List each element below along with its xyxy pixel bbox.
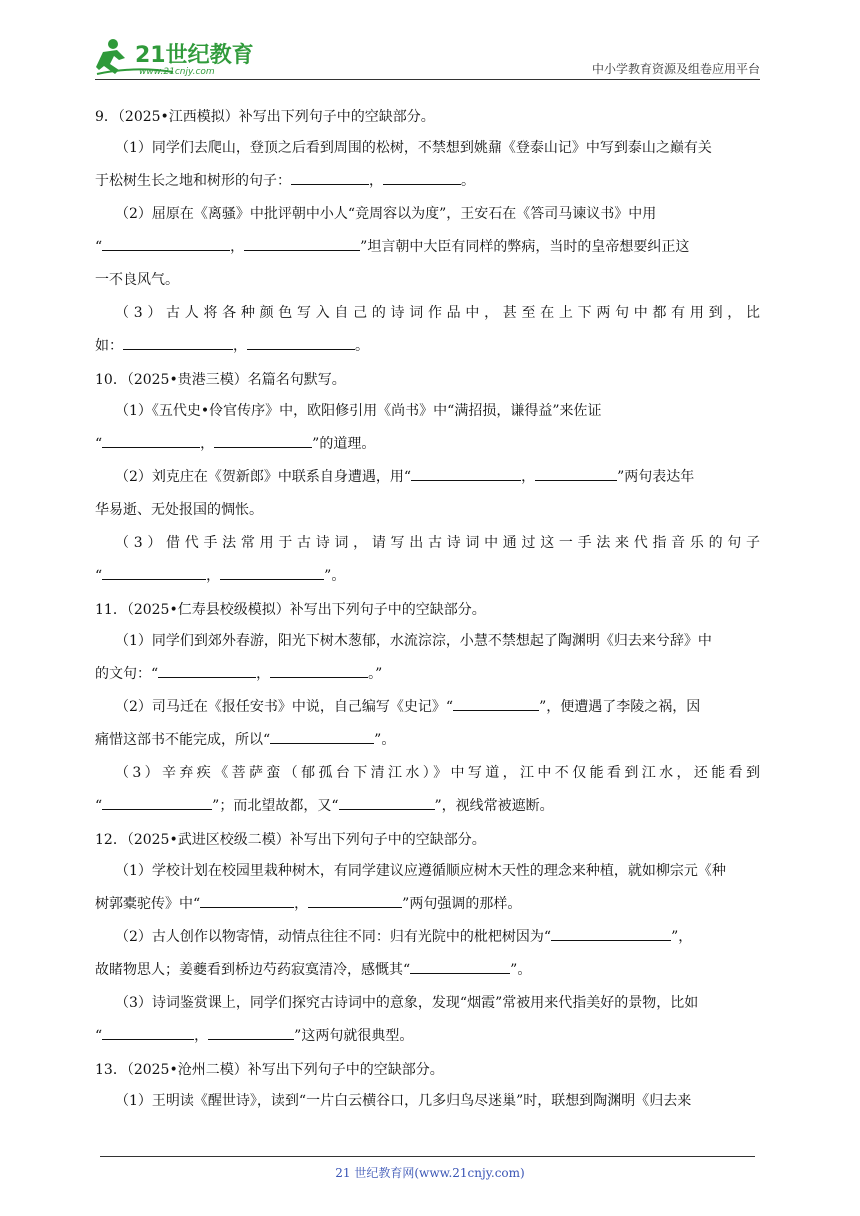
answer-blank[interactable] [247, 335, 355, 350]
question-list [95, 100, 760, 1118]
page-header [95, 36, 760, 78]
question-13 [95, 1055, 760, 1118]
answer-blank[interactable] [102, 795, 212, 810]
question-part: 于松树生长之地和树形的句子： ， 。 [95, 165, 760, 198]
question-part: （1）学校计划在校园里栽种树木，有同学建议应遵循顺应树木天性的理念来种植，就如柳宗元《种 [115, 863, 726, 879]
svg-text:21世纪教育: 21世纪教育 [135, 43, 254, 68]
answer-blank[interactable] [102, 433, 200, 448]
question-part: （1）同学们去爬山，登顶之后看到周围的松树，不禁想到姚鼐《登泰山记》中写到泰山之巅有关 [115, 140, 712, 156]
question-part: 故睹物思人；姜夔看到桥边芍药寂寞清冷，感慨其“ ”。 [95, 954, 760, 987]
question-part: （1）王明读《醒世诗》，读到“一片白云横谷口，几多归鸟尽迷巢”时，联想到陶渊明《归去来 [115, 1093, 692, 1109]
question-title: 11．（2025•仁寿县校级模拟）补写出下列句子中的空缺部分。 [95, 602, 486, 618]
answer-blank[interactable] [270, 663, 368, 678]
logo-21cnjy [95, 36, 255, 78]
question-12 [95, 825, 760, 1053]
question-part: （1）《五代史•伶官传序》中，欧阳修引用《尚书》中“满招损，谦得益”来佐证 [115, 403, 602, 419]
question-part: “ ， ”。 [95, 560, 760, 593]
question-part: 的文句：“ ， 。” [95, 658, 760, 691]
question-part: （3）古人将各种颜色写入自己的诗词作品中，甚至在上下两句中都有用到，比 [115, 305, 760, 321]
svg-text:www.21cnjy.com: www.21cnjy.com [139, 67, 215, 77]
question-part: （2）刘克庄在《贺新郎》中联系自身遭遇，用“ ， ”两句表达年 [95, 461, 760, 494]
header-divider [95, 79, 760, 80]
answer-blank[interactable] [410, 959, 510, 974]
question-10 [95, 365, 760, 593]
question-part: “ ， ”坦言朝中大臣有同样的弊病，当时的皇帝想要纠正这 [95, 231, 760, 264]
question-part: 树郭橐驼传》中“ ， ”两句强调的那样。 [95, 888, 760, 921]
answer-blank[interactable] [411, 466, 521, 481]
question-title: 12．（2025•武进区校级二模）补写出下列句子中的空缺部分。 [95, 832, 486, 848]
question-11 [95, 595, 760, 823]
question-part: 如： ， 。 [95, 330, 760, 363]
question-part: （3）借代手法常用于古诗词，请写出古诗词中通过这一手法来代指音乐的句子 [115, 535, 760, 551]
question-part: 华易逝、无处报国的惆怅。 [95, 502, 263, 518]
answer-blank[interactable] [158, 663, 256, 678]
answer-blank[interactable] [102, 236, 230, 251]
question-title: 9．（2025•江西模拟）补写出下列句子中的空缺部分。 [95, 109, 435, 125]
answer-blank[interactable] [453, 696, 539, 711]
question-part: （2）司马迁在《报任安书》中说，自己编写《史记》“ ”，便遭遇了李陵之祸，因 [95, 691, 760, 724]
question-part: （1）同学们到郊外春游，阳光下树木葱郁，水流淙淙，小慧不禁想起了陶渊明《归去来兮辞》中 [115, 633, 712, 649]
question-9 [95, 102, 760, 363]
answer-blank[interactable] [270, 729, 374, 744]
question-part: （3）辛弃疾《菩萨蛮（郁孤台下清江水）》中写道，江中不仅能看到江水，还能看到 [115, 765, 760, 781]
answer-blank[interactable] [291, 170, 369, 185]
question-part: （2）古人创作以物寄情，动情点往往不同：归有光院中的枇杷树因为“ ”， [95, 921, 760, 954]
question-title: 10．（2025•贵港三模）名篇名句默写。 [95, 372, 346, 388]
question-part: （2）屈原在《离骚》中批评朝中小人“竞周容以为度”，王安石在《答司马谏议书》中用 [115, 206, 657, 222]
answer-blank[interactable] [123, 335, 233, 350]
question-part: “ ， ”这两句就很典型。 [95, 1020, 760, 1053]
answer-blank[interactable] [383, 170, 461, 185]
answer-blank[interactable] [551, 926, 671, 941]
answer-blank[interactable] [102, 1025, 194, 1040]
question-part: “ ， ”的道理。 [95, 428, 760, 461]
question-part: “ ”；而北望故都，又“ ”，视线常被遮断。 [95, 790, 760, 823]
answer-blank[interactable] [244, 236, 360, 251]
answer-blank[interactable] [220, 565, 324, 580]
answer-blank[interactable] [214, 433, 312, 448]
answer-blank[interactable] [308, 893, 402, 908]
answer-blank[interactable] [535, 466, 617, 481]
footer-divider [100, 1156, 755, 1157]
answer-blank[interactable] [102, 565, 206, 580]
answer-blank[interactable] [200, 893, 294, 908]
question-title: 13．（2025•沧州二模）补写出下列句子中的空缺部分。 [95, 1062, 444, 1078]
platform-name: 中小学教育资源及组卷应用平台 [591, 62, 760, 76]
question-part: 一不良风气。 [95, 272, 179, 288]
question-part: （3）诗词鉴赏课上，同学们探究古诗词中的意象，发现“烟霞”常被用来代指美好的景物，比如 [115, 995, 699, 1011]
answer-blank[interactable] [208, 1025, 294, 1040]
question-part: 痛惜这部书不能完成，所以“ ”。 [95, 724, 760, 757]
answer-blank[interactable] [339, 795, 435, 810]
footer-text: 21 世纪教育网(www.21cnjy.com) [335, 1166, 525, 1180]
